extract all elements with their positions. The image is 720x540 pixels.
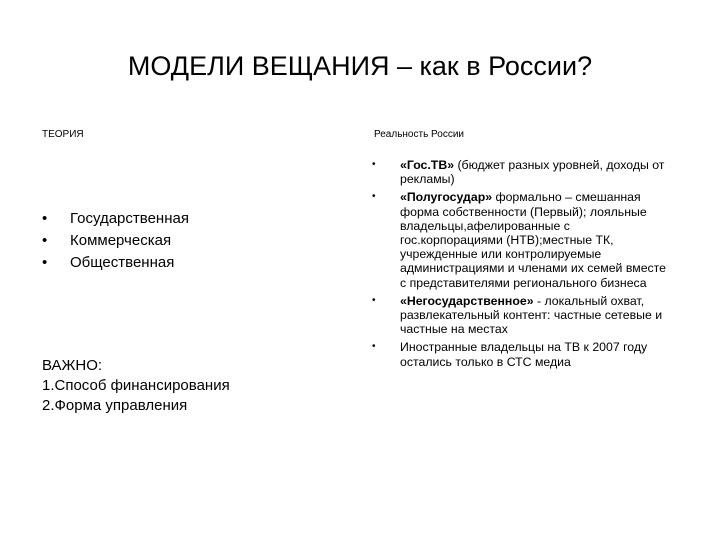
important-line-2: 2.Форма управления xyxy=(42,397,188,414)
model-commercial: Коммерческая xyxy=(70,232,172,249)
list-item xyxy=(42,252,189,274)
slide-title: МОДЕЛИ ВЕЩАНИЯ – как в России? xyxy=(127,51,593,81)
broadcasting-models-list xyxy=(42,208,189,274)
important-note xyxy=(42,356,230,416)
model-state: Государственная xyxy=(70,210,189,227)
model-public: Общественная xyxy=(70,254,175,271)
theory-heading: ТЕОРИЯ xyxy=(42,129,84,140)
bullet-icon: • xyxy=(372,191,376,203)
bullet-icon: • xyxy=(372,294,376,306)
bullet-icon: • xyxy=(42,232,48,249)
reality-item-text: формально – смешанная форма собственности (Первый); лояльные владельцы,афелированные с гос.корпорациями (НТВ);местные ТК, учрежденные или контролируемые администрациями и членами их семей вместе с представителями регионального бизнеса xyxy=(400,190,667,290)
bullet-icon: • xyxy=(372,341,376,353)
bullet-icon: • xyxy=(42,210,48,227)
reality-item-title: «Негосударственное» xyxy=(400,293,534,308)
list-item xyxy=(372,294,672,337)
important-label: ВАЖНО: xyxy=(42,357,103,374)
reality-item-text: (бюджет разных уровней, доходы от рекламы) xyxy=(400,158,665,187)
important-line-1: 1.Способ финансирования xyxy=(42,377,230,394)
reality-item-text: Иностранные владельцы на ТВ к 2007 году остались только в СТС медиа xyxy=(400,340,648,369)
bullet-icon: • xyxy=(372,159,376,170)
bullet-icon: • xyxy=(42,254,48,271)
reality-item-title: «Полугосудар» xyxy=(400,190,493,205)
reality-item-text: - локальный охват, развлекательный контент: частные сетевые и частные на местах xyxy=(400,293,663,337)
list-item xyxy=(42,208,189,230)
reality-heading: Реальность России xyxy=(374,129,465,140)
list-item xyxy=(372,158,672,186)
list-item xyxy=(372,340,672,368)
list-item xyxy=(42,230,189,252)
russia-reality-list xyxy=(372,158,672,373)
list-item xyxy=(372,190,672,289)
reality-item-title: «Гос.ТВ» xyxy=(400,158,455,172)
